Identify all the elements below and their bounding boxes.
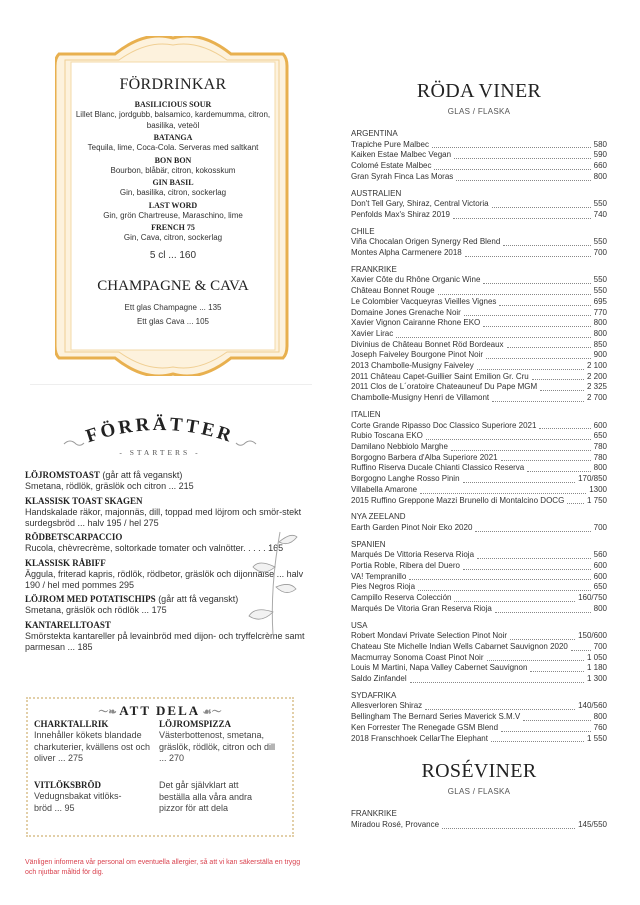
wine-row <box>351 431 607 442</box>
wine-name: Viña Chocalan Origen Synergy Red Blend <box>351 237 501 247</box>
dot-leader <box>464 308 591 319</box>
wine-price: 700 <box>593 641 607 651</box>
dot-leader <box>487 653 584 664</box>
wine-row <box>351 463 607 474</box>
wine-price: 740 <box>593 209 607 219</box>
starter-desc: Smetana, gräslök och rödlök ... 175 <box>25 605 167 615</box>
wine-price: 550 <box>593 275 607 285</box>
wine-country-group <box>351 540 607 615</box>
wine-name: 2015 Ruffino Greppone Mazzi Brunello di Montalcino DOCG <box>351 495 565 505</box>
flourish-right-icon: ☙～ <box>200 707 222 718</box>
wine-name: Le Colombier Vacqueyras Vieilles Vignes <box>351 296 497 306</box>
wine-price: 800 <box>593 318 607 328</box>
wine-row <box>351 172 607 183</box>
dot-leader <box>475 523 590 534</box>
wine-name: Xavier Lirac <box>351 328 394 338</box>
wine-price: 160/750 <box>578 593 607 603</box>
wine-row <box>351 593 607 604</box>
wine-price: 780 <box>593 441 607 451</box>
wine-name: Villabella Amarone <box>351 484 418 494</box>
wine-price: 800 <box>593 171 607 181</box>
wine-name: Allesverloren Shiraz <box>351 701 423 711</box>
wine-price: 550 <box>593 199 607 209</box>
wine-price: 1 300 <box>586 674 607 684</box>
starter-name-text: RÖDBETSCARPACCIO <box>25 532 123 542</box>
wine-name: Marqués De Vittoria Reserva Rioja <box>351 550 475 560</box>
wine-price: 800 <box>593 328 607 338</box>
dot-leader <box>418 582 591 593</box>
country-heading: ITALIEN <box>351 409 381 419</box>
dot-leader <box>420 485 586 496</box>
plant-illustration-icon <box>245 527 300 637</box>
share-title-text: ATT DELA <box>119 703 201 718</box>
wine-price: 780 <box>593 452 607 462</box>
wine-name: Earth Garden Pinot Noir Eko 2020 <box>351 522 473 532</box>
share-item-name: LÖJROMSPIZZA <box>159 719 232 729</box>
share-item <box>34 719 154 765</box>
wine-row <box>351 442 607 453</box>
dot-leader <box>463 474 576 485</box>
share-item-desc: Det går självklart att beställa alla våra andra pizzor för att dela <box>159 780 253 813</box>
wine-price: 760 <box>593 722 607 732</box>
drink-desc: Bourbon, blåbär, citron, kokosskum <box>110 165 236 175</box>
wine-row <box>351 663 607 674</box>
dot-leader <box>426 431 591 442</box>
share-item-desc: Västerbottenost, smetana, gräslök, rödlök, citron och dill ... 270 <box>159 730 276 763</box>
wine-price: 170/850 <box>578 474 607 484</box>
wine-name: Joseph Faiveley Bourgone Pinot Noir <box>351 350 484 360</box>
wine-name: Macmurray Sonoma Coast Pinot Noir <box>351 652 484 662</box>
red-wines-subtitle: GLAS / FLASKA <box>447 107 511 116</box>
country-heading: SYDAFRIKA <box>351 690 397 700</box>
wine-name: Marqués De Vitoria Gran Reserva Rioja <box>351 603 492 613</box>
country-heading: SPANIEN <box>351 539 386 549</box>
wine-name: Campillo Reserva Colección <box>351 593 452 603</box>
country-heading: FRANKRIKE <box>351 809 397 819</box>
wine-row <box>351 329 607 340</box>
wine-name: Penfolds Max's Shiraz 2019 <box>351 209 450 219</box>
wine-country-group <box>351 227 607 259</box>
dot-leader <box>507 340 591 351</box>
drink-item <box>70 133 276 154</box>
wine-row <box>351 350 607 361</box>
wine-name: Pies Negros Rioja <box>351 582 416 592</box>
wine-row <box>351 318 607 329</box>
wine-row <box>351 382 607 393</box>
share-item <box>159 780 269 815</box>
starters-subtitle: - STARTERS - <box>119 448 201 457</box>
wine-row <box>351 723 607 734</box>
dot-leader <box>571 642 591 653</box>
starter-desc: Smörstekta kantareller på levainbröd med dijon- och tryffelcrème samt parmesan ... 185 <box>25 630 305 652</box>
dot-leader <box>499 297 590 308</box>
wine-country-group <box>351 691 607 745</box>
rose-wines-subtitle: GLAS / FLASKA <box>447 787 511 797</box>
wine-name: Miradou Rosé, Provance <box>351 819 440 829</box>
wine-name: Château Bonnet Rouge <box>351 286 435 296</box>
wine-price: 590 <box>593 150 607 160</box>
drink-item <box>70 100 276 131</box>
starters-title: FÖRRÄTTER <box>83 413 237 448</box>
wine-price: 600 <box>593 420 607 430</box>
wine-row <box>351 372 607 383</box>
share-item <box>34 780 134 814</box>
wine-name: Chateau Ste Michelle Indian Wells Cabarnet Sauvignon 2020 <box>351 641 568 651</box>
wine-country-group <box>351 809 607 830</box>
wine-price: 145/550 <box>578 819 607 829</box>
wine-price: 580 <box>593 139 607 149</box>
wine-row <box>351 642 607 653</box>
wine-name: VA! Tempranillo <box>351 571 407 581</box>
red-wines-title: RÖDA VINER <box>416 80 542 102</box>
wine-price: 550 <box>593 286 607 296</box>
wine-name: Gran Syrah Finca Las Moras <box>351 171 454 181</box>
wine-price: 650 <box>593 431 607 441</box>
drinks-title: FÖRDRINKAR <box>119 76 227 93</box>
wine-price: 140/560 <box>578 701 607 711</box>
wine-price: 1 550 <box>586 733 607 743</box>
dot-leader <box>410 674 584 685</box>
country-heading: USA <box>351 620 368 630</box>
wine-price: 695 <box>593 296 607 306</box>
wine-price: 2 200 <box>586 371 607 381</box>
wine-name: Colomé Estate Malbec <box>351 161 432 171</box>
wine-name: 2011 Clos de L´oratoire Chateauneuf Du Pape MGM <box>351 382 538 392</box>
wine-price: 800 <box>593 603 607 613</box>
wine-country-group <box>351 189 607 221</box>
country-heading: CHILE <box>351 226 375 236</box>
wine-row <box>351 275 607 286</box>
wine-price: 600 <box>593 571 607 581</box>
wine-row <box>351 496 607 507</box>
wine-price: 650 <box>593 582 607 592</box>
drinks-section <box>70 76 276 329</box>
dot-leader <box>530 663 584 674</box>
wine-row <box>351 604 607 615</box>
allergy-note: Vänligen informera vår personal om eventuella allergier, så att vi kan säkerställa en trygg och njutbar måltid för dig. <box>25 859 301 876</box>
starters-heading <box>60 410 260 460</box>
wine-country-group <box>351 129 607 183</box>
wine-name: Borgogno Barbera d'Alba Superiore 2021 <box>351 452 498 462</box>
starter-desc: Smetana, rödlök, gräslök och citron ... 215 <box>25 481 194 491</box>
dot-leader <box>442 820 575 831</box>
dot-leader <box>503 237 590 248</box>
dot-leader <box>539 421 590 432</box>
drink-name: BASILICIOUS SOUR <box>134 100 212 109</box>
drink-item <box>70 223 276 244</box>
starter-note: (går att få veganskt) <box>155 594 239 604</box>
wine-price: 700 <box>593 248 607 258</box>
dot-leader <box>501 453 591 464</box>
wine-name: Bellingham The Bernard Series Maverick S.M.V <box>351 712 521 722</box>
wine-row <box>351 150 607 161</box>
dot-leader <box>510 631 575 642</box>
champagne-title: CHAMPAGNE & CAVA <box>97 277 249 294</box>
wine-name: Borgogno Langhe Rosso Pinin <box>351 474 460 484</box>
dot-leader <box>463 561 591 572</box>
dot-leader <box>492 393 584 404</box>
wine-name: Xavier Côte du Rhône Organic Wine <box>351 275 481 285</box>
country-heading: FRANKRIKE <box>351 264 397 274</box>
wine-row <box>351 453 607 464</box>
drink-desc: Gin, grön Chartreuse, Maraschino, lime <box>103 210 243 220</box>
wine-row <box>351 361 607 372</box>
drink-name: BATANGA <box>153 133 193 142</box>
wine-row <box>351 393 607 404</box>
flourish-left-icon: ～❧ <box>98 707 120 718</box>
share-title <box>28 703 292 719</box>
dot-leader <box>527 463 590 474</box>
dot-leader <box>501 723 591 734</box>
wine-country-group <box>351 621 607 685</box>
dot-leader <box>454 593 575 604</box>
wine-row <box>351 485 607 496</box>
wine-name: Ruffino Riserva Ducale Chianti Classico Reserva <box>351 463 525 473</box>
wine-name: 2011 Château Capet-Guillier Saint Emilion Gr. Cru <box>351 371 529 381</box>
wine-price: 1 050 <box>586 652 607 662</box>
dot-leader <box>451 442 591 453</box>
wine-row <box>351 140 607 151</box>
drinks-price: 5 cl ... 160 <box>149 249 197 261</box>
wine-price: 2 700 <box>586 393 607 403</box>
wine-row <box>351 631 607 642</box>
dot-leader <box>495 604 591 615</box>
wine-row <box>351 199 607 210</box>
starter-name <box>25 470 310 481</box>
wine-row <box>351 237 607 248</box>
dot-leader <box>483 275 590 286</box>
wine-price: 550 <box>593 237 607 247</box>
drink-name: FRENCH 75 <box>151 223 195 232</box>
wine-row <box>351 340 607 351</box>
share-item-desc: Innehåller kökets blandade charkuterier, kvällens ost och oliver ... 275 <box>34 730 151 763</box>
wine-name: Saldo Zinfandel <box>351 674 407 684</box>
dot-leader <box>477 550 591 561</box>
drink-desc: Gin, Cava, citron, sockerlag <box>123 233 223 242</box>
dot-leader <box>465 248 591 259</box>
wine-price: 770 <box>593 307 607 317</box>
wine-row <box>351 474 607 485</box>
drink-name: GIN BASIL <box>152 178 194 187</box>
wine-row <box>351 308 607 319</box>
dot-leader <box>425 701 575 712</box>
wine-row <box>351 561 607 572</box>
wine-row <box>351 286 607 297</box>
wine-name: Corte Grande Ripasso Doc Classico Superiore 2021 <box>351 420 537 430</box>
divider <box>30 384 312 385</box>
wine-row <box>351 523 607 534</box>
wine-name: 2013 Chambolle-Musigny Faiveley <box>351 361 474 371</box>
dot-leader <box>396 329 590 340</box>
starter-name-text: KLASSISK TOAST SKAGEN <box>25 495 143 506</box>
wine-row <box>351 421 607 432</box>
wine-row <box>351 653 607 664</box>
wine-row <box>351 161 607 172</box>
share-item-name: VITLÖKSBRÖD <box>34 780 102 790</box>
wine-row <box>351 734 607 745</box>
wine-row <box>351 712 607 723</box>
wine-name: 2018 Franschhoek CellarThe Elephant <box>351 733 488 743</box>
starter-note: (går att få veganskt) <box>99 470 183 480</box>
wine-row <box>351 550 607 561</box>
share-item-name: CHARKTALLRIK <box>34 719 109 729</box>
drink-name: BON BON <box>154 155 192 165</box>
starter-desc: Rucola, chèvrecrème, soltorkade tomater och valnötter. . . . . 165 <box>25 543 284 553</box>
country-heading: NYA ZEELAND <box>351 512 406 522</box>
country-heading: ARGENTINA <box>351 129 398 138</box>
starter-item <box>25 470 310 492</box>
share-section <box>26 697 294 837</box>
wine-country-group <box>351 265 607 404</box>
drink-desc: Tequila, lime, Coca-Cola. Serveras med saltkant <box>87 143 259 152</box>
dot-leader <box>454 150 591 161</box>
starter-desc: Äggula, friterad kapris, rödlök, rödbetor, gräslök och dijonnaise ... halv 190 / hel med pommes 295 <box>25 568 304 590</box>
wine-price: 800 <box>593 712 607 722</box>
dot-leader <box>438 286 591 297</box>
wine-price: 600 <box>593 561 607 571</box>
wine-price: 660 <box>593 161 607 171</box>
dot-leader <box>540 382 584 393</box>
wine-name: Chambolle-Musigny Henri de Villamont <box>351 393 490 403</box>
wine-name: Trapiche Pure Malbec <box>351 139 429 149</box>
wine-row <box>351 820 607 831</box>
wine-row <box>351 701 607 712</box>
country-heading: AUSTRALIEN <box>351 188 402 198</box>
dot-leader <box>491 734 584 745</box>
wine-row <box>351 297 607 308</box>
starter-name-text: LÖJROM MED POTATISCHIPS <box>25 594 156 604</box>
dot-leader <box>409 572 590 583</box>
svg-text:FÖRRÄTTER <box>83 414 236 447</box>
wine-name: Kaiken Estae Malbec Vegan <box>351 150 452 160</box>
champagne-price: Ett glas Champagne ... 135 <box>124 302 222 312</box>
wine-price: 800 <box>593 463 607 473</box>
wine-row <box>351 582 607 593</box>
dot-leader <box>477 361 584 372</box>
wine-row <box>351 210 607 221</box>
wine-price: 850 <box>593 339 607 349</box>
wine-price: 1 180 <box>586 663 607 673</box>
wine-row <box>351 248 607 259</box>
dot-leader <box>483 318 590 329</box>
share-item <box>159 719 284 765</box>
drink-desc: Lillet Blanc, jordgubb, balsamico, kardemumma, citron, basilika, veteöl <box>75 110 271 130</box>
drink-item <box>70 156 276 177</box>
starter-desc: Handskalade räkor, majonnäs, dill, toppad med löjrom och smör-stekt surdegsbröd ... halv 195 / hel 275 <box>25 506 302 528</box>
dot-leader <box>456 172 590 183</box>
wine-name: Don't Tell Gary, Shiraz, Central Victoria <box>351 199 489 209</box>
wine-country-group <box>351 410 607 506</box>
wine-list <box>351 80 607 831</box>
starter-name-text: KLASSISK RÅBIFF <box>25 557 106 568</box>
wine-name: Divinius de Château Bonnet Röd Bordeaux <box>351 339 504 349</box>
wine-name: Montes Alpha Carmenere 2018 <box>351 248 462 258</box>
share-item-desc: Vedugnsbakat vitlöks-bröd ... 95 <box>34 791 122 813</box>
starter-name-text: KANTARELLTOAST <box>25 619 111 630</box>
drink-desc: Gin, basilika, citron, sockerlag <box>119 188 227 197</box>
wine-name: Xavier Vignon Cairanne Rhone EKO <box>351 318 481 328</box>
cava-price: Ett glas Cava ... 105 <box>136 316 210 326</box>
wine-name: Robert Mondavi Private Selection Pinot Noir <box>351 631 508 641</box>
wine-name: Ken Forrester The Renegade GSM Blend <box>351 722 499 732</box>
dot-leader <box>434 161 590 172</box>
wine-row <box>351 674 607 685</box>
wine-name: Rubio Toscana EKO <box>351 431 423 441</box>
wine-price: 560 <box>593 550 607 560</box>
dot-leader <box>453 210 591 221</box>
wine-price: 2 325 <box>586 382 607 392</box>
starter-item <box>25 496 310 529</box>
wine-price: 700 <box>593 522 607 532</box>
wine-country-group <box>351 512 607 533</box>
dot-leader <box>567 496 584 507</box>
wine-name: Portia Roble, Ribera del Duero <box>351 561 460 571</box>
dot-leader <box>492 199 591 210</box>
wine-price: 900 <box>593 350 607 360</box>
wine-name: Domaine Jones Grenache Noir <box>351 307 461 317</box>
drink-item <box>70 178 276 199</box>
wine-price: 1 750 <box>586 495 607 505</box>
drink-name: LAST WORD <box>148 200 198 210</box>
rose-wines-title: ROSÉVINER <box>421 760 537 783</box>
dot-leader <box>486 350 591 361</box>
drink-item <box>70 201 276 222</box>
wine-price: 1300 <box>589 484 607 494</box>
dot-leader <box>432 140 591 151</box>
starter-name-text: LÖJROMSTOAST <box>25 470 100 480</box>
wine-price: 150/600 <box>578 631 607 641</box>
wine-row <box>351 572 607 583</box>
wine-price: 2 100 <box>586 361 607 371</box>
wine-name: Louis M Martini, Napa Valley Cabernet Sauvignon <box>351 663 528 673</box>
wine-name: Damilano Nebbiolo Marghe <box>351 441 448 451</box>
dot-leader <box>523 712 590 723</box>
dot-leader <box>532 372 584 383</box>
starter-name <box>25 496 310 507</box>
starters-title-arc <box>60 410 260 460</box>
